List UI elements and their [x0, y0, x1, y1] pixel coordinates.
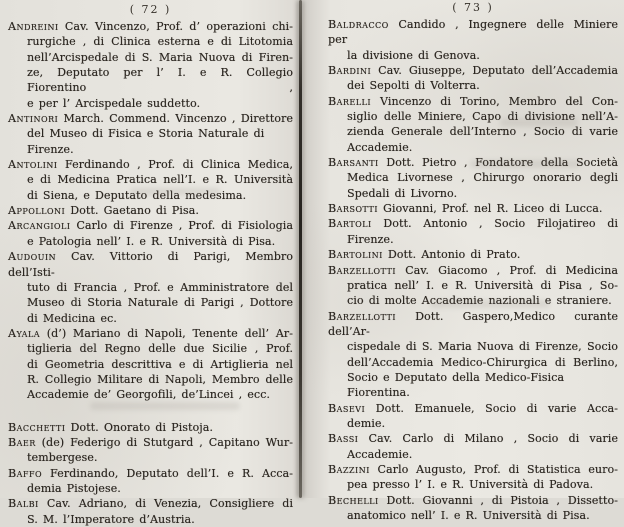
entry-line: Accademie.: [347, 447, 413, 461]
entry-line: rurgiche , di Clinica esterna e di Litotomia: [27, 35, 293, 49]
page-72: [0, 0, 299, 526]
entry-first-line: Balbi Cav. Adriano, di Venezia, Consigliere di: [8, 497, 293, 511]
entry-first-line: Basevi Dott. Emanuele, Socio di varie Acca-: [328, 401, 618, 415]
entry-line: Firenze.: [347, 232, 394, 246]
directory-entry: [328, 216, 618, 247]
entry-surname: Antolini: [8, 158, 58, 172]
entry-first-line: Barzellotti Cav. Giacomo , Prof. di Medicina: [328, 263, 618, 277]
entry-surname: Bartolini: [328, 248, 383, 262]
entry-surname: Bechelli: [328, 493, 379, 507]
entry-surname: Baer: [8, 435, 36, 449]
directory-entry: [328, 309, 618, 401]
directory-entry: [328, 462, 618, 493]
entry-line: S. M. l’Imperatore d’Austria.: [27, 512, 195, 526]
entry-surname: Bardini: [328, 64, 372, 78]
entry-line: tembergese.: [27, 451, 98, 465]
page-number-right: ( 73 ): [452, 1, 494, 14]
directory-entry: [8, 249, 293, 326]
entry-first-line: Baldracco Candido , Ingegnere delle Miniere per: [328, 18, 618, 47]
entry-surname: Ayala: [8, 326, 40, 340]
entry-line: siglio delle Miniere, Capo di divisione nell’A-: [347, 110, 618, 124]
entry-surname: Baldracco: [328, 18, 389, 31]
entry-first-line: Baffo Ferdinando, Deputato dell’I. e R. Acca-: [8, 466, 293, 480]
entry-first-line: Bassi Cav. Carlo di Milano , Socio di varie: [328, 432, 618, 446]
directory-entry: [8, 496, 293, 527]
entry-surname: Bartoli: [328, 217, 372, 231]
directory-entry: [8, 420, 293, 435]
entry-surname: Barzellotti: [328, 309, 396, 323]
entry-first-line: Andreini Cav. Vincenzo, Prof. d’ operazioni chi-: [8, 20, 293, 33]
entry-first-line: Bacchetti Dott. Onorato di Pistoja.: [8, 420, 213, 434]
directory-entry: [328, 155, 618, 201]
directory-entry: [8, 435, 293, 466]
entry-surname: Arcangioli: [8, 219, 71, 233]
entry-first-line: Bardini Cav. Giuseppe, Deputato dell’Accademia: [328, 64, 618, 78]
directory-entry: [328, 401, 618, 432]
entry-line: pea presso l’ I. e R. Università di Padova.: [347, 478, 594, 492]
entry-line: la divisione di Genova.: [347, 48, 480, 62]
entry-line: Medica Livornese , Chirurgo onorario degli: [347, 171, 618, 185]
directory-entry: [8, 218, 293, 249]
entry-line: cio di molte Accademie nazionali e straniere.: [347, 294, 612, 308]
entry-first-line: Barelli Vincenzo di Torino, Membro del Con-: [328, 94, 618, 108]
entry-line: dei Sepolti di Volterra.: [347, 79, 480, 93]
entry-line: anatomico nell’ I. e R. Università di Pisa.: [347, 509, 590, 522]
directory-entry: [328, 201, 618, 216]
entry-line: ze, Deputato per l’ I. e R. Collegio Fiorentino ,: [27, 66, 293, 95]
entry-surname: Bacchetti: [8, 420, 66, 434]
entry-surname: Andreini: [8, 20, 59, 33]
entry-line: tiglieria del Regno delle due Sicilie , Prof.: [27, 342, 293, 356]
entry-line: di Medicina ec.: [27, 311, 117, 325]
directory-entry: [328, 493, 618, 524]
entry-surname: Audouin: [8, 250, 57, 264]
entry-line: R. Collegio Militare di Napoli, Membro delle: [27, 372, 293, 386]
entry-first-line: Antinori March. Commend. Vincenzo , Direttore: [8, 112, 293, 126]
page-73: [308, 0, 624, 522]
entry-surname: Appolloni: [8, 204, 66, 218]
entry-first-line: Barsanti Dott. Pietro , Fondatore della Società: [328, 156, 618, 170]
entry-first-line: Bazzini Carlo Augusto, Prof. di Statistica euro-: [328, 462, 618, 476]
entry-surname: Barsotti: [328, 202, 378, 216]
entry-surname: Antinori: [8, 112, 59, 126]
entry-line: Socio e Deputato della Medico-Fisica Fiorentina.: [347, 370, 565, 400]
directory-entry: [8, 19, 293, 111]
directory-entry: [328, 431, 618, 462]
entry-surname: Basevi: [328, 401, 366, 415]
entry-line: tuto di Francia , Prof. e Amministratore del: [27, 280, 293, 294]
directory-entry: [328, 17, 618, 63]
entries-right: [328, 17, 618, 523]
directory-entry: [8, 203, 293, 218]
directory-entry: [328, 63, 618, 94]
entry-line: demia Pistojese.: [27, 481, 121, 495]
directory-entry: [328, 94, 618, 155]
entry-first-line: Appolloni Dott. Gaetano di Pisa.: [8, 204, 199, 218]
entry-line: e per l’ Arcispedale suddetto.: [27, 96, 201, 110]
entry-line: pratica nell’ I. e R. Università di Pisa , So-: [347, 278, 618, 292]
entry-surname: Bassi: [328, 432, 359, 446]
entry-line: Museo di Storia Naturale di Parigi , Dottore: [27, 296, 293, 310]
page-number-left: ( 72 ): [129, 3, 172, 16]
directory-entry: [8, 111, 293, 157]
entry-first-line: Audouin Cav. Vittorio di Parigi, Membro dell’Isti-: [8, 250, 293, 279]
entry-first-line: Baer (de) Federigo di Stutgard , Capitano Wur-: [8, 435, 293, 449]
directory-entry: [8, 326, 293, 403]
entry-first-line: Bechelli Dott. Giovanni , di Pistoia , Dissetto-: [328, 493, 618, 507]
entry-line: demie.: [347, 416, 386, 430]
entry-first-line: Ayala (d’) Mariano di Napoli, Tenente dell’ Ar-: [8, 326, 293, 340]
entry-first-line: Bartoli Dott. Antonio , Socio Filojatireo di: [328, 217, 618, 231]
entry-surname: Barsanti: [328, 156, 379, 170]
book-gutter-line: [299, 0, 302, 498]
entry-first-line: Arcangioli Carlo di Firenze , Prof. di Fisiologia: [8, 219, 293, 233]
entry-first-line: Antolini Ferdinando , Prof. di Clinica Medica,: [8, 158, 293, 172]
entry-line: e di Medicina Pratica nell’I. e R. Università: [27, 173, 293, 187]
entry-first-line: Bartolini Dott. Antonio di Prato.: [328, 248, 521, 262]
directory-entry: [8, 466, 293, 497]
entry-line: zienda Generale dell’Interno , Socio di varie: [347, 125, 618, 139]
entries-left: [8, 19, 293, 527]
entry-surname: Baffo: [8, 466, 43, 480]
directory-entry: [328, 247, 618, 262]
directory-entry: [8, 157, 293, 203]
entry-line: dell’Accademia Medico-Chirurgica di Berlino,: [347, 355, 618, 369]
entry-line: cispedale di S. Maria Nuova di Firenze, Socio: [347, 340, 618, 354]
directory-entry: [328, 263, 618, 309]
entry-line: Accademie.: [347, 140, 413, 154]
entry-first-line: Barzellotti Dott. Gaspero,Medico curante dell’Ar-: [328, 309, 618, 338]
entry-line: Accademie de’ Georgofili, de’Lincei , ecc.: [27, 388, 270, 402]
entry-line: nell’Arcispedale di S. Maria Nuova di Firen-: [27, 50, 293, 64]
entry-line: di Geometria descrittiva e di Artiglieria nel: [27, 357, 293, 371]
entry-surname: Bazzini: [328, 462, 370, 476]
entry-line: del Museo di Fisica e Storia Naturale di Firenze.: [27, 127, 265, 156]
entry-line: e Patologia nell’ I. e R. Università di Pisa.: [27, 234, 276, 248]
entry-surname: Barzellotti: [328, 263, 396, 277]
entry-line: Spedali di Livorno.: [347, 186, 458, 200]
entry-surname: Balbi: [8, 497, 39, 511]
entry-surname: Barelli: [328, 94, 372, 108]
entry-line: di Siena, e Deputato della medesima.: [27, 188, 247, 202]
entry-first-line: Barsotti Giovanni, Prof. nel R. Liceo di Lucca.: [328, 202, 603, 216]
